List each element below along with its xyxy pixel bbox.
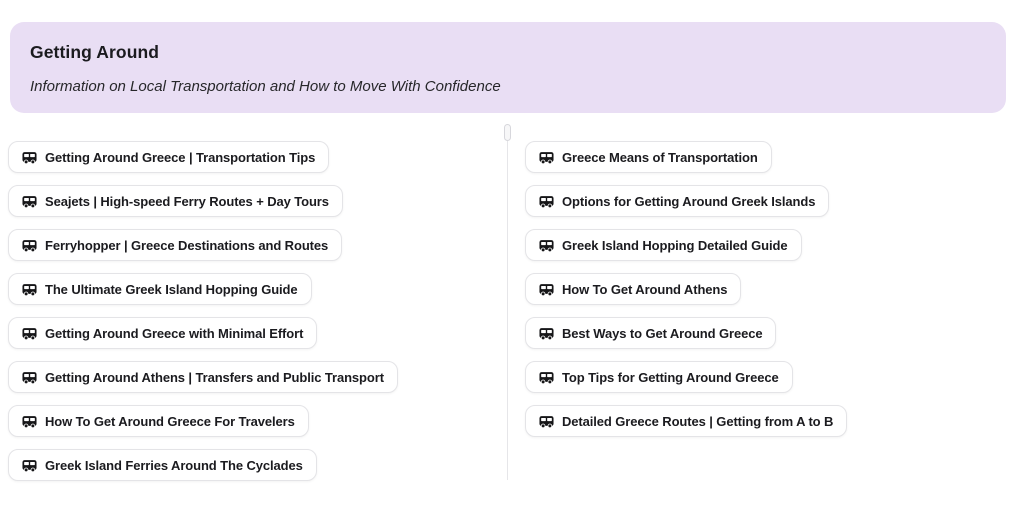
- link-button[interactable]: [8, 185, 343, 217]
- bus-icon: [22, 458, 37, 473]
- link-label: The Ultimate Greek Island Hopping Guide: [45, 281, 298, 297]
- header-banner: [10, 22, 1006, 113]
- bus-icon: [22, 150, 37, 165]
- link-label: Ferryhopper | Greece Destinations and Routes: [45, 237, 329, 253]
- bus-icon: [539, 238, 554, 253]
- link-button[interactable]: [525, 185, 829, 217]
- link-button[interactable]: [8, 405, 309, 437]
- bus-icon: [22, 238, 37, 253]
- divider-drag-handle[interactable]: [504, 124, 511, 141]
- link-label: Options for Getting Around Greek Islands: [562, 193, 816, 209]
- link-button[interactable]: [525, 273, 741, 305]
- link-label: Best Ways to Get Around Greece: [562, 325, 763, 341]
- link-label: Getting Around Athens | Transfers and Public Transport: [45, 369, 384, 385]
- link-label: Getting Around Greece | Transportation Tips: [45, 149, 316, 165]
- link-button[interactable]: [8, 141, 329, 173]
- link-label: How To Get Around Greece For Travelers: [45, 413, 295, 429]
- link-label: Top Tips for Getting Around Greece: [562, 369, 779, 385]
- bus-icon: [22, 194, 37, 209]
- bus-icon: [22, 414, 37, 429]
- bus-icon: [539, 282, 554, 297]
- link-label: Greece Means of Transportation: [562, 149, 758, 165]
- link-button[interactable]: [8, 273, 312, 305]
- link-label: Getting Around Greece with Minimal Effort: [45, 325, 304, 341]
- bus-icon: [22, 370, 37, 385]
- bus-icon: [539, 326, 554, 341]
- link-button[interactable]: [525, 229, 802, 261]
- page-title: Getting Around: [30, 42, 160, 62]
- bus-icon: [22, 282, 37, 297]
- link-label: Greek Island Ferries Around The Cyclades: [45, 457, 303, 473]
- bus-icon: [539, 414, 554, 429]
- link-button[interactable]: [525, 361, 793, 393]
- link-button[interactable]: [525, 405, 847, 437]
- link-column-right: [525, 141, 847, 437]
- link-column-left: [8, 141, 398, 481]
- link-button[interactable]: [525, 141, 772, 173]
- page-subtitle: Information on Local Transportation and How to Move With Confidence: [30, 78, 501, 95]
- link-button[interactable]: [525, 317, 776, 349]
- bus-icon: [539, 150, 554, 165]
- link-button[interactable]: [8, 361, 398, 393]
- bus-icon: [539, 194, 554, 209]
- link-label: Greek Island Hopping Detailed Guide: [562, 237, 788, 253]
- link-button[interactable]: [8, 229, 342, 261]
- link-label: Detailed Greece Routes | Getting from A to B: [562, 413, 834, 429]
- link-columns: [0, 141, 1016, 481]
- column-divider: [507, 124, 508, 480]
- bus-icon: [22, 326, 37, 341]
- link-button[interactable]: [8, 317, 317, 349]
- link-label: Seajets | High-speed Ferry Routes + Day Tours: [45, 193, 329, 209]
- bus-icon: [539, 370, 554, 385]
- link-label: How To Get Around Athens: [562, 281, 728, 297]
- link-button[interactable]: [8, 449, 317, 481]
